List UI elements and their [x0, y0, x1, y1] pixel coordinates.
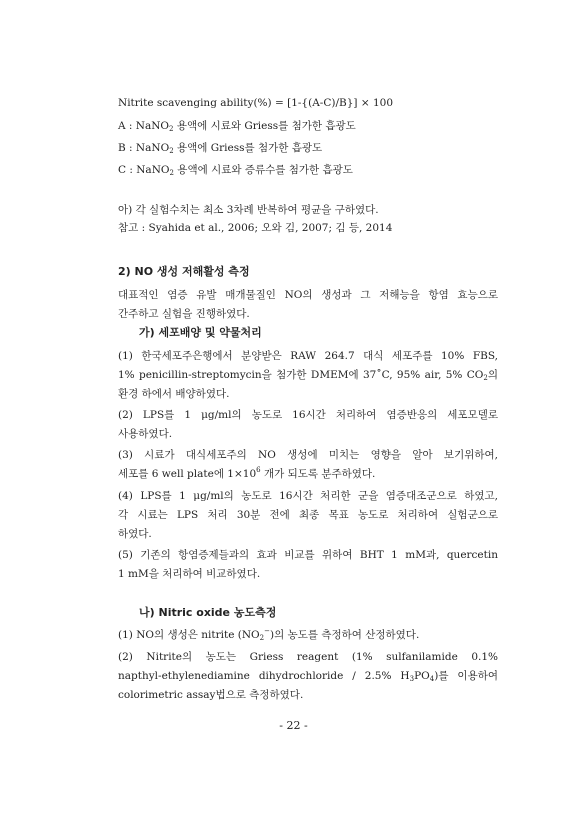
- formula-a-pre: A : NaNO: [118, 120, 170, 132]
- ga-p1-line1: (1) 한국세포주은행에서 분양받은 RAW 264.7 대식 세포주를 10% FBS,: [118, 350, 498, 362]
- ga-p2-line1: (2) LPS를 1 μg/ml의 농도로 16시간 처리하여 염증반응의 세포모델로: [118, 409, 498, 421]
- section2-intro-line2: 간주하고 실험을 진행하였다.: [118, 308, 250, 320]
- ga-p1-line2-text: 1% penicillin-streptomycin을 첨가한 DMEM에 37˚C, 95% air, 5% CO: [118, 369, 484, 381]
- na-p1-pre: (1) NO의 생성은 nitrite (NO: [118, 629, 260, 641]
- na-p2-line2-post: )를 이용하여: [434, 670, 498, 682]
- ga-p3-line2-sup: 6: [256, 466, 261, 474]
- formula-a-sub: 2: [169, 125, 174, 133]
- na-p2-line1: (2) Nitrite의 농도는 Griess reagent (1% sulfanilamide 0.1%: [118, 651, 498, 663]
- ga-p3-line2-pre: 세포를 6 well plate에 1×10: [118, 468, 257, 480]
- formula-b-post: 용액에 Griess를 첨가한 흡광도: [173, 142, 323, 154]
- subsection-heading-cell-culture: 가) 세포배양 및 약물처리: [139, 326, 262, 339]
- na-p1-sup: −: [264, 627, 270, 635]
- ga-p3-line1: (3) 시료가 대식세포주의 NO 생성에 미치는 영향을 알아 보기위하여,: [118, 449, 498, 461]
- ga-p4-line3: 하였다.: [118, 528, 152, 540]
- ga-p5-line1: (5) 기존의 항염증제들과의 효과 비교를 위하여 BHT 1 mM과, quercetin: [118, 549, 498, 561]
- formula-line: [118, 96, 498, 110]
- formula-a: [118, 119, 498, 133]
- note-reference: 참고 : Syahida et al., 2006; 오와 김, 2007; 김 등, 2014: [118, 222, 393, 234]
- formula-a-post: 용액에 시료와 Griess를 첨가한 흡광도: [173, 120, 356, 132]
- section-heading-no-inhibition: 2) NO 생성 저해활성 측정: [118, 265, 250, 278]
- na-p2-line2-pre: napthyl-ethylenediamine dihydrochloride / 2.5% H: [118, 670, 410, 682]
- formula-b-sub: 2: [169, 147, 174, 155]
- ga-p3-line2: [118, 467, 498, 481]
- formula-b: [118, 141, 498, 155]
- na-p2-line2: [118, 669, 498, 683]
- note-repeat: 아) 각 실험수치는 최소 3차례 반복하여 평균을 구하였다.: [118, 204, 379, 216]
- formula-text: Nitrite scavenging ability(%) = [1-{(A-C)/B}] × 100: [118, 97, 394, 109]
- ga-p1-line3: 환경 하에서 배양하였다.: [118, 388, 230, 400]
- ga-p1-line2-end: 의: [487, 369, 498, 381]
- na-p2-line2-sub1: 3: [409, 675, 415, 683]
- na-p1: [118, 628, 498, 642]
- na-p2-line2-sub2: 4: [429, 675, 435, 683]
- ga-p4-line2: 각 시료는 LPS 처리 30분 전에 최종 목표 농도로 처리하여 실험군으로: [118, 509, 498, 521]
- na-p1-sub: 2: [259, 634, 265, 642]
- na-p2-line2-mid: PO: [414, 670, 430, 682]
- formula-c-pre: C : NaNO: [118, 164, 170, 176]
- na-p1-post: )의 농도를 측정하여 산정하였다.: [269, 629, 420, 641]
- na-p2-line3: colorimetric assay법으로 측정하였다.: [118, 689, 304, 701]
- formula-b-pre: B : NaNO: [118, 142, 170, 154]
- ga-p1-line2-sub: 2: [483, 374, 488, 382]
- formula-c-post: 용액에 시료와 증류수를 첨가한 흡광도: [173, 164, 353, 176]
- ga-p2-line2: 사용하였다.: [118, 428, 173, 440]
- formula-c: [118, 163, 498, 177]
- ga-p4-line1: (4) LPS를 1 μg/ml의 농도로 16시간 처리한 군을 염증대조군으로 하였고,: [118, 490, 498, 502]
- section2-intro-line1: 대표적인 염증 유발 매개물질인 NO의 생성과 그 저해능을 항염 효능으로: [118, 289, 498, 301]
- ga-p1-line2: [118, 368, 498, 382]
- formula-c-sub: 2: [169, 169, 174, 177]
- page-number: - 22 -: [279, 719, 308, 732]
- subsection-heading-nitric-oxide: 나) Nitric oxide 농도측정: [139, 606, 277, 619]
- ga-p5-line2: 1 mM을 처리하여 비교하였다.: [118, 568, 261, 580]
- ga-p3-line2-post: 개가 되도록 분주하였다.: [260, 468, 376, 480]
